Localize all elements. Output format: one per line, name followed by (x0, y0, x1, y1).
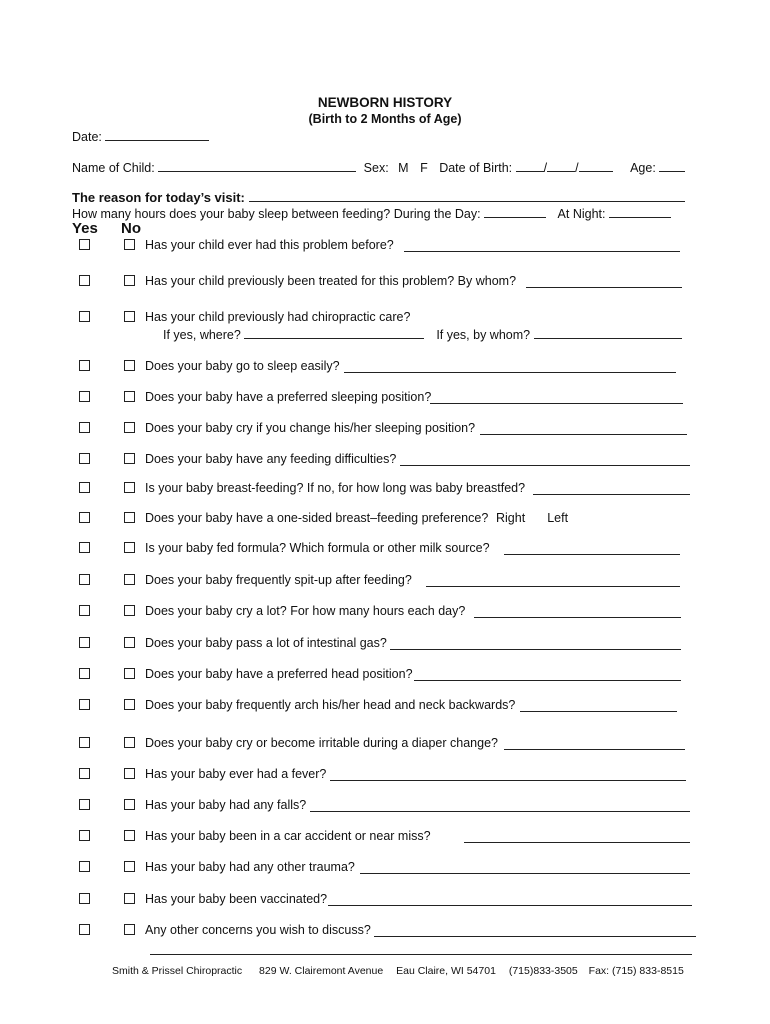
footer-fax: Fax: (715) 833-8515 (588, 965, 684, 977)
where-label: If yes, where? (163, 328, 241, 342)
answer-line[interactable] (533, 494, 690, 495)
footer-clinic: Smith & Prissel Chiropractic (112, 965, 243, 977)
age-field[interactable] (659, 159, 685, 172)
reason-field[interactable] (249, 189, 685, 202)
yes-checkbox[interactable] (79, 422, 90, 433)
no-checkbox[interactable] (124, 275, 135, 286)
no-header: No (121, 220, 141, 237)
question-text: Does your baby have a one-sided breast–feeding preference? (145, 511, 489, 525)
question-text: Does your baby cry a lot? For how many hours each day? (145, 604, 466, 618)
reason-label: The reason for today’s visit: (72, 190, 245, 205)
question-text: Is your baby breast-feeding? If no, for how long was baby breastfed? (145, 481, 526, 495)
answer-line[interactable] (404, 251, 680, 252)
yes-checkbox[interactable] (79, 453, 90, 464)
answer-line[interactable] (400, 465, 690, 466)
no-checkbox[interactable] (124, 453, 135, 464)
question-text: Does your baby frequently arch his/her head and neck backwards? (145, 698, 516, 712)
left-option[interactable]: Left (547, 511, 569, 525)
answer-line[interactable] (330, 780, 686, 781)
yes-checkbox[interactable] (79, 574, 90, 585)
question-text: Has your child ever had this problem before? (145, 238, 394, 252)
yes-checkbox[interactable] (79, 275, 90, 286)
answer-line[interactable] (344, 372, 676, 373)
answer-line[interactable] (504, 554, 680, 555)
question-text: Has your baby had any other trauma? (145, 860, 355, 874)
no-checkbox[interactable] (124, 574, 135, 585)
dob-separator: / (543, 161, 548, 175)
question-text: Has your baby been in a car accident or near miss? (145, 829, 431, 843)
sleep-day-label: How many hours does your baby sleep between feeding? During the Day: (72, 207, 481, 221)
no-checkbox[interactable] (124, 482, 135, 493)
yes-checkbox[interactable] (79, 861, 90, 872)
date-row (72, 128, 209, 144)
no-checkbox[interactable] (124, 422, 135, 433)
dob-year-field[interactable] (579, 159, 613, 172)
answer-line[interactable] (328, 905, 692, 906)
name-row (72, 159, 685, 175)
yes-checkbox[interactable] (79, 605, 90, 616)
no-checkbox[interactable] (124, 360, 135, 371)
no-checkbox[interactable] (124, 768, 135, 779)
question-text: Does your baby frequently spit-up after feeding? (145, 573, 412, 587)
question-text: Does your baby have a preferred sleeping position? (145, 390, 432, 404)
date-field[interactable] (105, 128, 209, 141)
footer (112, 965, 684, 977)
sleep-night-label: At Night: (557, 207, 606, 221)
by-whom-field[interactable] (534, 326, 682, 339)
answer-line[interactable] (526, 287, 682, 288)
dob-day-field[interactable] (547, 159, 575, 172)
where-field[interactable] (244, 326, 424, 339)
question-text: Does your baby pass a lot of intestinal gas? (145, 636, 387, 650)
question-text: Is your baby fed formula? Which formula or other milk source? (145, 541, 490, 555)
right-option[interactable]: Right (496, 511, 526, 525)
sex-m-option[interactable]: M (398, 161, 409, 175)
name-label: Name of Child: (72, 161, 155, 175)
date-label: Date: (72, 130, 102, 144)
yes-checkbox[interactable] (79, 239, 90, 250)
answer-line[interactable] (464, 842, 690, 843)
no-checkbox[interactable] (124, 637, 135, 648)
yes-checkbox[interactable] (79, 924, 90, 935)
answer-line[interactable] (374, 936, 696, 937)
no-checkbox[interactable] (124, 668, 135, 679)
no-checkbox[interactable] (124, 542, 135, 553)
question-text: Does your baby cry or become irritable during a diaper change? (145, 736, 498, 750)
answer-line[interactable] (414, 680, 681, 681)
by-whom-label: If yes, by whom? (436, 328, 531, 342)
yes-checkbox[interactable] (79, 482, 90, 493)
answer-line[interactable] (520, 711, 677, 712)
page-subtitle: (Birth to 2 Months of Age) (308, 112, 462, 126)
no-checkbox[interactable] (124, 799, 135, 810)
page-title: NEWBORN HISTORY (317, 95, 453, 110)
question-text: Has your baby had any falls? (145, 798, 307, 812)
no-checkbox[interactable] (124, 391, 135, 402)
answer-line[interactable] (426, 586, 680, 587)
name-field[interactable] (158, 159, 356, 172)
age-label: Age: (630, 161, 656, 175)
sleep-night-field[interactable] (609, 205, 671, 218)
answer-line[interactable] (480, 434, 687, 435)
yes-checkbox[interactable] (79, 637, 90, 648)
sex-f-option[interactable]: F (420, 161, 428, 175)
sex-label: Sex: (363, 161, 389, 175)
no-checkbox[interactable] (124, 605, 135, 616)
answer-line[interactable] (150, 954, 692, 955)
question-text: Does your baby have any feeding difficulties? (145, 452, 397, 466)
no-checkbox[interactable] (124, 737, 135, 748)
answer-line[interactable] (504, 749, 685, 750)
question-text: Does your baby go to sleep easily? (145, 359, 340, 373)
no-checkbox[interactable] (124, 699, 135, 710)
no-checkbox[interactable] (124, 311, 135, 322)
answer-line[interactable] (310, 811, 690, 812)
chiro-followup (163, 326, 682, 342)
reason-row (72, 189, 685, 205)
yes-checkbox[interactable] (79, 699, 90, 710)
no-checkbox[interactable] (124, 893, 135, 904)
yes-checkbox[interactable] (79, 311, 90, 322)
yes-checkbox[interactable] (79, 391, 90, 402)
sleep-row (72, 205, 671, 221)
dob-label: Date of Birth: (439, 161, 513, 175)
footer-address: 829 W. Clairemont Avenue (259, 965, 384, 977)
answer-line[interactable] (360, 873, 690, 874)
yes-checkbox[interactable] (79, 768, 90, 779)
question-text: Has your child previously had chiropractic care? (145, 310, 411, 324)
question-text: Has your child previously been treated for this problem? By whom? (145, 274, 517, 288)
yes-checkbox[interactable] (79, 542, 90, 553)
answer-line[interactable] (430, 403, 683, 404)
side-options (496, 511, 568, 525)
yes-checkbox[interactable] (79, 668, 90, 679)
yes-header: Yes (72, 220, 98, 237)
no-checkbox[interactable] (124, 239, 135, 250)
no-checkbox[interactable] (124, 861, 135, 872)
footer-phone: (715)833-3505 (508, 965, 578, 977)
dob-separator: / (575, 161, 579, 175)
footer-city: Eau Claire, WI 54701 (396, 965, 496, 977)
question-text: Has your baby been vaccinated? (145, 892, 328, 906)
yes-checkbox[interactable] (79, 830, 90, 841)
yes-checkbox[interactable] (79, 893, 90, 904)
yes-checkbox[interactable] (79, 512, 90, 523)
dob-month-field[interactable] (516, 159, 544, 172)
answer-line[interactable] (390, 649, 681, 650)
yes-checkbox[interactable] (79, 799, 90, 810)
no-checkbox[interactable] (124, 512, 135, 523)
question-text: Any other concerns you wish to discuss? (145, 923, 371, 937)
sleep-day-field[interactable] (484, 205, 546, 218)
no-checkbox[interactable] (124, 924, 135, 935)
question-text: Does your baby have a preferred head position? (145, 667, 413, 681)
no-checkbox[interactable] (124, 830, 135, 841)
question-text: Does your baby cry if you change his/her sleeping position? (145, 421, 476, 435)
yes-checkbox[interactable] (79, 737, 90, 748)
answer-line[interactable] (474, 617, 681, 618)
yes-checkbox[interactable] (79, 360, 90, 371)
question-text: Has your baby ever had a fever? (145, 767, 327, 781)
